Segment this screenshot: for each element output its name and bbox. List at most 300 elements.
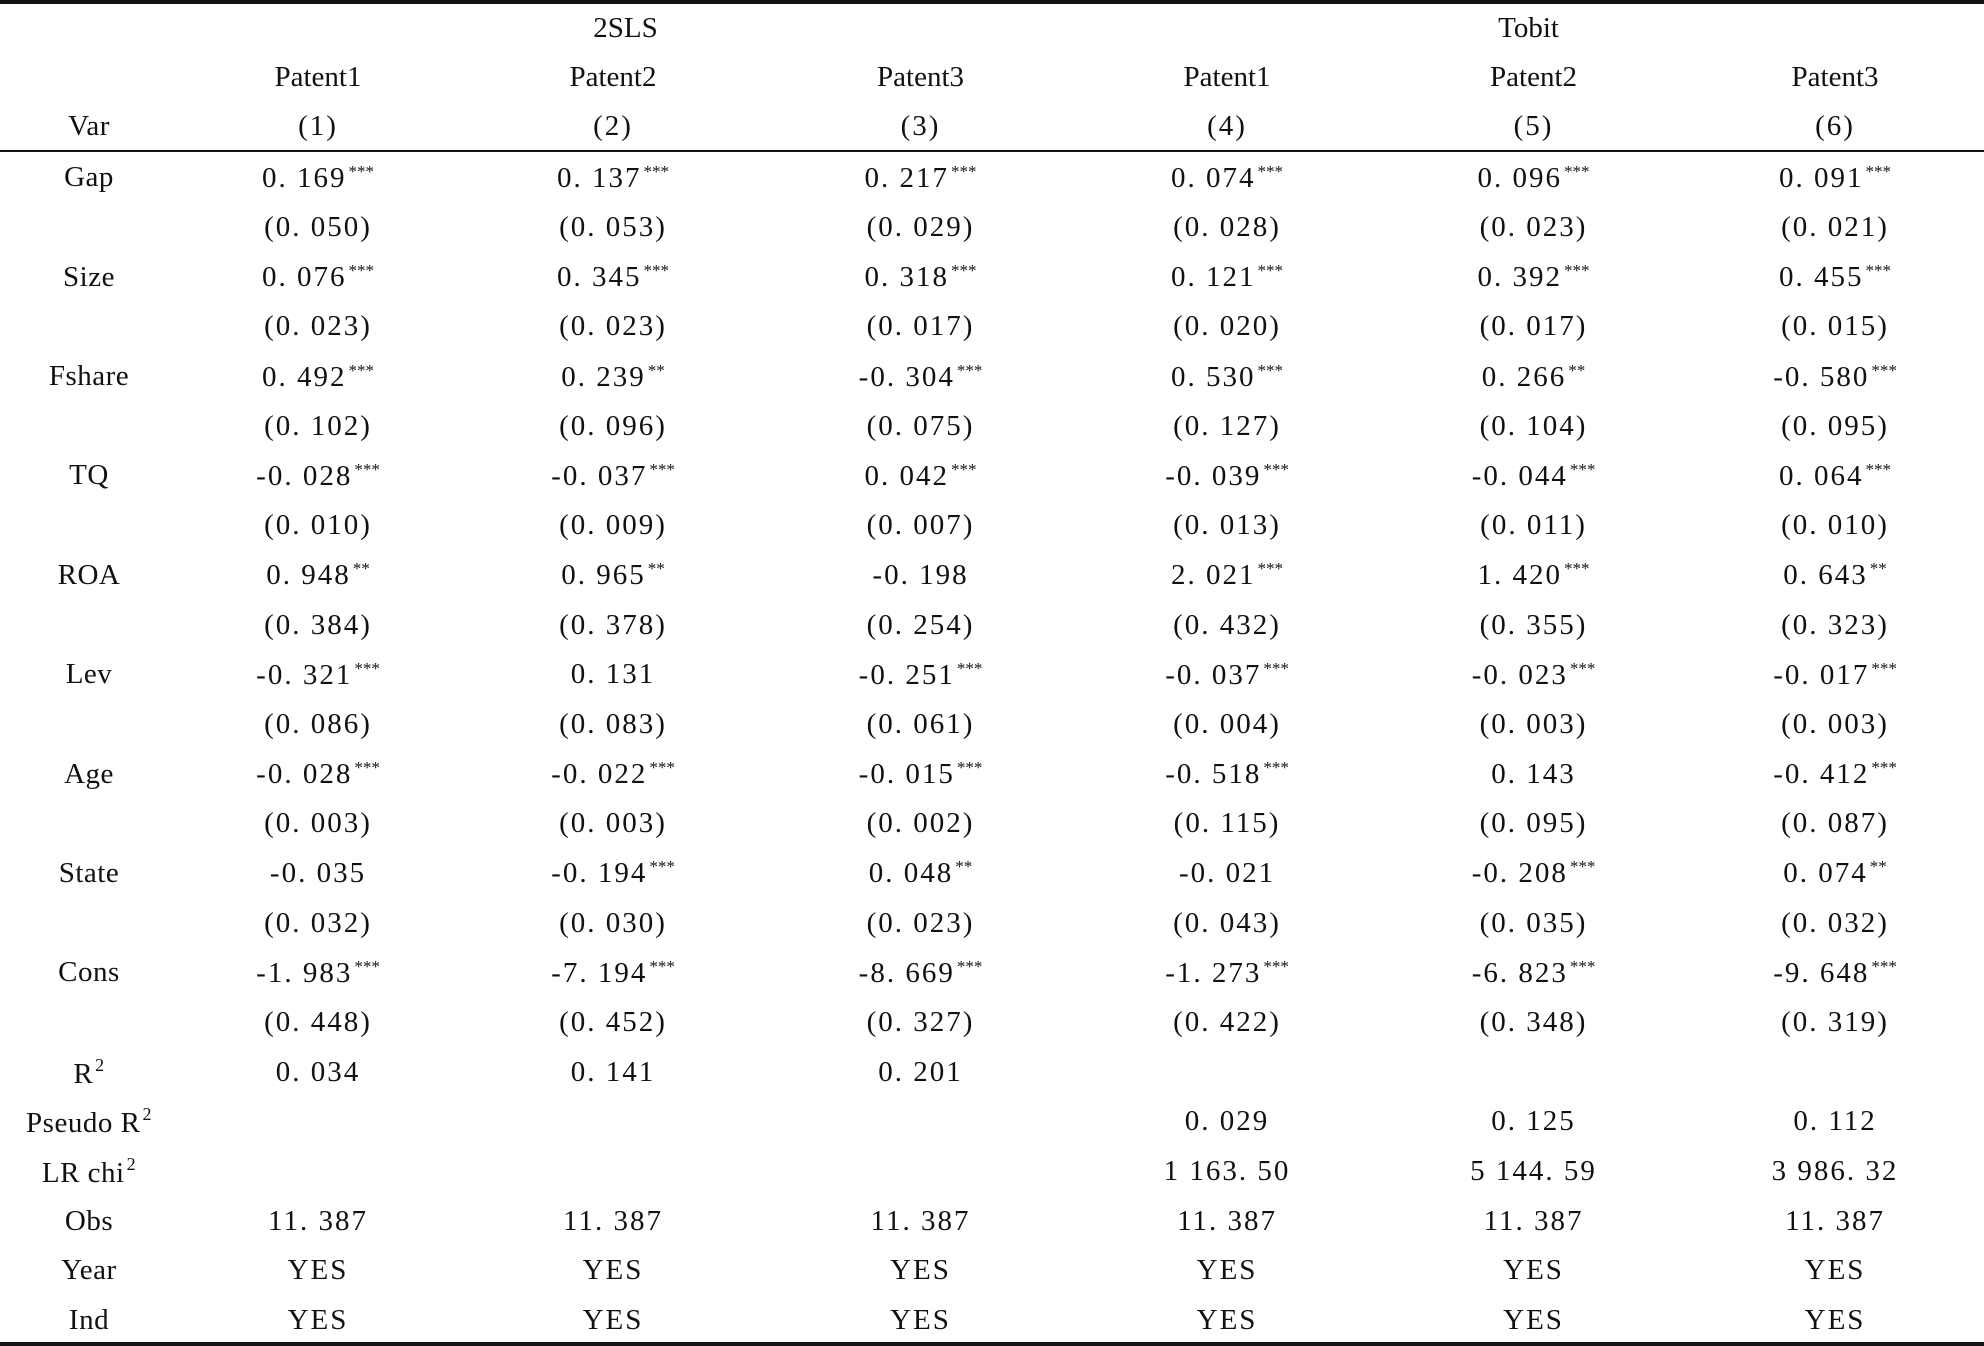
std-error-cell: (0. 104) — [1479, 409, 1588, 442]
stat-value: YES — [890, 1254, 951, 1287]
coef-value: -0. 198 — [872, 558, 969, 591]
std-error-cell: (0. 010) — [264, 509, 372, 542]
stat-label-text: Ind — [68, 1304, 110, 1337]
stat-label-text: LR chi — [41, 1157, 125, 1190]
coef-value: 0. 266 — [1481, 360, 1567, 393]
var-name: Size — [63, 260, 115, 293]
significance-stars: ** — [352, 559, 370, 579]
coef-cell — [1381, 451, 1686, 501]
group-header-2sls: 2SLS — [593, 12, 658, 44]
std-error-cell: (0. 102) — [264, 409, 372, 442]
coef-value: -0. 017 — [1773, 658, 1870, 691]
significance-stars: *** — [649, 758, 675, 778]
coef-value: -0. 037 — [1165, 658, 1262, 691]
significance-stars: *** — [354, 459, 380, 479]
coef-cell — [1381, 551, 1686, 601]
stat-value — [768, 1097, 1073, 1147]
coef-cell — [458, 551, 768, 601]
var-name: ROA — [57, 558, 121, 591]
stat-value: 0. 141 — [570, 1055, 656, 1088]
blank-cell — [0, 501, 178, 551]
var-name: TQ — [69, 459, 109, 492]
significance-stars: *** — [1569, 956, 1596, 976]
significance-stars: *** — [1871, 658, 1897, 678]
coef-cell — [178, 849, 458, 899]
significance-stars: *** — [1257, 559, 1284, 579]
coef-value: -0. 028 — [256, 459, 353, 492]
coef-cell — [458, 252, 768, 302]
coef-cell — [458, 451, 768, 501]
coef-value: 0. 143 — [1491, 757, 1576, 790]
stat-value — [1381, 1047, 1686, 1097]
stat-value: 11. 387 — [1785, 1204, 1885, 1237]
coef-value: 0. 217 — [864, 161, 950, 194]
stat-value — [1073, 1047, 1381, 1097]
stat-value: YES — [1503, 1304, 1564, 1337]
coef-cell — [178, 551, 458, 601]
stat-value: YES — [287, 1304, 349, 1337]
stat-value — [458, 1147, 768, 1197]
significance-stars: *** — [1263, 956, 1289, 976]
coef-cell — [1381, 252, 1686, 302]
std-error-cell: (0. 355) — [1479, 608, 1588, 641]
significance-stars: *** — [649, 857, 675, 877]
significance-stars: *** — [643, 261, 669, 281]
dep-var-header: Patent2 — [1490, 61, 1578, 93]
coef-value: 0. 091 — [1779, 161, 1864, 194]
std-error-cell: (0. 023) — [559, 310, 667, 343]
std-error-cell: (0. 023) — [264, 310, 372, 343]
std-error-cell: (0. 011) — [1480, 509, 1587, 542]
std-error-cell: (0. 028) — [1173, 211, 1281, 244]
coef-cell — [458, 948, 768, 998]
std-error-cell: (0. 023) — [1479, 211, 1588, 244]
coef-cell — [178, 153, 458, 203]
se-row — [0, 302, 1984, 352]
significance-stars: *** — [951, 261, 977, 281]
se-row — [0, 898, 1984, 948]
dep-var-header: Patent3 — [1791, 61, 1879, 93]
stat-value: YES — [890, 1304, 951, 1337]
std-error-cell: (0. 087) — [1781, 807, 1889, 840]
stat-value: 0. 125 — [1491, 1105, 1576, 1138]
coef-value: 0. 965 — [561, 559, 646, 592]
std-error-cell: (0. 043) — [1173, 906, 1281, 939]
coef-cell — [1381, 948, 1686, 998]
stat-value: 0. 029 — [1184, 1105, 1270, 1138]
stat-value: YES — [582, 1304, 644, 1337]
coef-row — [0, 650, 1984, 700]
coef-cell — [1381, 352, 1686, 402]
coef-cell — [1381, 849, 1686, 899]
std-error-cell: (0. 095) — [1479, 807, 1588, 840]
std-error-cell: (0. 115) — [1173, 807, 1281, 840]
coef-value: 0. 131 — [570, 658, 656, 691]
std-error-cell: (0. 083) — [559, 707, 667, 740]
coef-cell — [458, 352, 768, 402]
std-error-cell: (0. 448) — [264, 1006, 372, 1039]
coef-cell — [768, 948, 1073, 998]
coef-value: -0. 208 — [1471, 857, 1568, 890]
coef-cell — [1686, 252, 1984, 302]
stat-row — [0, 1097, 1984, 1147]
coef-cell — [1686, 849, 1984, 899]
stat-row — [0, 1047, 1984, 1097]
stat-label — [0, 1246, 178, 1296]
std-error-cell: (0. 061) — [866, 707, 975, 740]
significance-stars: *** — [348, 161, 374, 181]
std-error-cell: (0. 127) — [1173, 409, 1281, 442]
coef-value: -0. 039 — [1165, 459, 1262, 492]
significance-stars: *** — [956, 360, 983, 380]
results-table — [0, 4, 1984, 1346]
coef-cell — [1686, 451, 1984, 501]
significance-stars: *** — [354, 658, 380, 678]
coef-cell — [1686, 352, 1984, 402]
coef-cell — [1381, 650, 1686, 700]
stat-value: YES — [1196, 1254, 1258, 1287]
coef-value: -0. 035 — [269, 856, 367, 889]
coef-cell — [1073, 451, 1381, 501]
significance-stars: *** — [1865, 261, 1892, 281]
column-number: (6) — [1815, 110, 1855, 142]
std-error-cell: (0. 096) — [559, 409, 667, 442]
coef-row — [0, 749, 1984, 799]
dep-var-header-row — [0, 53, 1984, 102]
column-number-row — [0, 102, 1984, 151]
coef-value: -0. 251 — [858, 658, 955, 691]
coef-row — [0, 551, 1984, 601]
std-error-cell: (0. 348) — [1479, 1006, 1588, 1039]
coef-value: 0. 239 — [561, 360, 646, 393]
std-error-cell: (0. 378) — [559, 608, 667, 641]
coef-cell — [768, 252, 1073, 302]
coef-value: 0. 392 — [1477, 261, 1563, 294]
coef-value: -0. 015 — [858, 758, 955, 791]
coef-cell — [458, 650, 768, 700]
stat-value: YES — [1196, 1304, 1258, 1337]
coef-value: 0. 074 — [1171, 161, 1256, 194]
std-error-cell: (0. 319) — [1781, 1006, 1889, 1039]
std-error-cell: (0. 020) — [1173, 310, 1281, 343]
coef-value: 0. 530 — [1171, 360, 1256, 393]
significance-stars: *** — [1263, 658, 1289, 678]
stat-label — [0, 1097, 178, 1147]
std-error-cell: (0. 003) — [1479, 707, 1588, 740]
coef-cell — [768, 551, 1073, 601]
group-header-row — [0, 4, 1984, 53]
coef-value: -0. 022 — [551, 758, 648, 791]
std-error-cell: (0. 021) — [1781, 211, 1889, 244]
stat-row — [0, 1147, 1984, 1197]
stat-value: YES — [582, 1254, 644, 1287]
se-row — [0, 998, 1984, 1048]
std-error-cell: (0. 032) — [1781, 906, 1889, 939]
significance-stars: ** — [647, 559, 665, 579]
coef-value: 0. 121 — [1171, 261, 1256, 294]
dep-var-header: Patent3 — [877, 61, 965, 93]
stat-value — [178, 1097, 458, 1147]
std-error-cell: (0. 053) — [559, 211, 667, 244]
significance-stars: *** — [1257, 360, 1284, 380]
significance-stars: *** — [956, 956, 983, 976]
coef-row — [0, 252, 1984, 302]
significance-stars: *** — [1263, 758, 1289, 778]
blank-cell — [0, 302, 178, 352]
std-error-cell: (0. 007) — [866, 509, 975, 542]
std-error-cell: (0. 323) — [1781, 608, 1889, 641]
significance-stars: *** — [1564, 161, 1590, 181]
significance-stars: ** — [1568, 360, 1586, 380]
significance-stars: *** — [956, 758, 983, 778]
coef-value: 0. 042 — [864, 459, 950, 492]
std-error-cell: (0. 075) — [866, 409, 975, 442]
significance-stars: *** — [1865, 459, 1892, 479]
coef-cell — [1073, 153, 1381, 203]
coef-value: -0. 518 — [1165, 758, 1262, 791]
coef-value: -0. 304 — [858, 360, 955, 393]
coef-cell — [1073, 749, 1381, 799]
coef-cell — [1381, 749, 1686, 799]
group-header-tobit: Tobit — [1498, 12, 1559, 44]
stat-label — [0, 1047, 178, 1097]
coef-value: 0. 948 — [266, 559, 351, 592]
coef-value: -6. 823 — [1471, 956, 1568, 989]
stat-value: YES — [1804, 1254, 1866, 1287]
dep-var-header: Patent2 — [569, 61, 657, 93]
coef-cell — [458, 849, 768, 899]
stat-row — [0, 1196, 1984, 1246]
coef-value: -0. 028 — [256, 758, 353, 791]
coef-row — [0, 352, 1984, 402]
se-row — [0, 799, 1984, 849]
stat-label — [0, 1296, 178, 1346]
coef-cell — [1686, 650, 1984, 700]
std-error-cell: (0. 095) — [1781, 409, 1889, 442]
blank-cell — [0, 799, 178, 849]
significance-stars: ** — [1869, 857, 1887, 877]
superscript: 2 — [126, 1154, 137, 1175]
significance-stars: ** — [1869, 559, 1887, 579]
std-error-cell: (0. 422) — [1173, 1006, 1281, 1039]
coef-row — [0, 849, 1984, 899]
var-name: State — [58, 856, 120, 889]
stat-value: 11. 387 — [1483, 1204, 1584, 1237]
significance-stars: *** — [354, 956, 380, 976]
std-error-cell: (0. 003) — [559, 807, 667, 840]
coef-cell — [1073, 551, 1381, 601]
stat-value: YES — [1503, 1254, 1564, 1287]
coef-value: 1. 420 — [1477, 559, 1563, 592]
significance-stars: *** — [354, 758, 380, 778]
stat-value: 5 144. 59 — [1470, 1155, 1597, 1188]
coef-value: -1. 273 — [1165, 956, 1262, 989]
coef-cell — [768, 650, 1073, 700]
coef-cell — [1686, 749, 1984, 799]
significance-stars: *** — [1257, 161, 1284, 181]
se-row — [0, 600, 1984, 650]
dep-var-header: Patent1 — [1183, 61, 1271, 93]
coef-cell — [178, 749, 458, 799]
stat-value: 0. 201 — [878, 1055, 963, 1088]
coef-value: 0. 345 — [557, 261, 642, 294]
coef-cell — [178, 252, 458, 302]
stat-label — [0, 1196, 178, 1246]
var-name: Lev — [65, 658, 113, 691]
coef-cell — [178, 352, 458, 402]
stat-label-text: R — [73, 1057, 94, 1090]
stat-value: 0. 112 — [1793, 1105, 1877, 1138]
coef-cell — [1381, 153, 1686, 203]
coef-value: -1. 983 — [256, 956, 353, 989]
var-name: Cons — [58, 956, 120, 989]
significance-stars: *** — [951, 161, 977, 181]
significance-stars: *** — [1569, 857, 1596, 877]
blank-cell — [0, 998, 178, 1048]
coef-value: 0. 064 — [1779, 459, 1864, 492]
significance-stars: *** — [1569, 658, 1596, 678]
stat-label-text: Obs — [64, 1204, 114, 1237]
var-name: Fshare — [48, 360, 130, 393]
coef-row — [0, 451, 1984, 501]
stat-row — [0, 1246, 1984, 1296]
significance-stars: *** — [951, 459, 977, 479]
coef-cell — [1686, 551, 1984, 601]
significance-stars: *** — [1871, 956, 1897, 976]
coef-cell — [1073, 849, 1381, 899]
stat-value — [178, 1147, 458, 1197]
significance-stars: ** — [647, 360, 665, 380]
stat-value — [458, 1097, 768, 1147]
coef-value: 0. 492 — [262, 360, 347, 393]
stat-label-text: Year — [61, 1254, 117, 1287]
coef-value: 0. 048 — [868, 857, 954, 890]
coef-cell — [458, 153, 768, 203]
coef-value: -0. 021 — [1178, 856, 1276, 889]
superscript: 2 — [142, 1104, 152, 1125]
std-error-cell: (0. 017) — [866, 310, 975, 343]
coef-cell — [1073, 252, 1381, 302]
coef-value: -0. 412 — [1773, 758, 1870, 791]
std-error-cell: (0. 003) — [1781, 707, 1889, 740]
stat-value: 11. 387 — [1177, 1204, 1277, 1237]
stat-row — [0, 1296, 1984, 1346]
dep-var-header: Patent1 — [274, 61, 362, 93]
column-number: (3) — [900, 110, 941, 142]
std-error-cell: (0. 384) — [264, 608, 372, 641]
std-error-cell: (0. 023) — [866, 906, 975, 939]
stat-value: YES — [1804, 1304, 1866, 1337]
coef-value: 0. 096 — [1477, 161, 1563, 194]
se-row — [0, 501, 1984, 551]
column-number: (1) — [298, 110, 338, 142]
blank-cell — [0, 401, 178, 451]
significance-stars: *** — [956, 658, 983, 678]
coef-value: -0. 037 — [551, 459, 648, 492]
se-row — [0, 700, 1984, 750]
std-error-cell: (0. 030) — [559, 906, 667, 939]
std-error-cell: (0. 009) — [559, 509, 667, 542]
coef-cell — [768, 451, 1073, 501]
std-error-cell: (0. 254) — [866, 608, 975, 641]
significance-stars: *** — [649, 459, 675, 479]
coef-cell — [1686, 153, 1984, 203]
coef-value: -0. 023 — [1471, 658, 1568, 691]
std-error-cell: (0. 086) — [264, 707, 372, 740]
stat-value: 1 163. 50 — [1163, 1155, 1291, 1188]
coef-value: 0. 074 — [1783, 857, 1868, 890]
significance-stars: *** — [1564, 559, 1590, 579]
std-error-cell: (0. 452) — [559, 1006, 667, 1039]
coef-value: 0. 076 — [262, 261, 347, 294]
coef-value: -0. 580 — [1773, 360, 1870, 393]
coef-value: -8. 669 — [858, 956, 955, 989]
coef-value: -7. 194 — [551, 956, 648, 989]
coef-row — [0, 153, 1984, 203]
stat-value: 0. 034 — [275, 1055, 361, 1088]
coef-cell — [178, 948, 458, 998]
coef-cell — [1073, 948, 1381, 998]
stat-label — [0, 1147, 178, 1197]
coef-value: -0. 321 — [256, 658, 353, 691]
std-error-cell: (0. 050) — [264, 211, 372, 244]
column-number: (5) — [1513, 110, 1554, 142]
coef-value: 0. 318 — [864, 261, 950, 294]
var-name: Gap — [64, 161, 114, 194]
std-error-cell: (0. 015) — [1781, 310, 1889, 343]
se-row — [0, 401, 1984, 451]
coef-cell — [1073, 352, 1381, 402]
stat-value — [768, 1147, 1073, 1197]
blank-cell — [0, 600, 178, 650]
stat-value: 11. 387 — [268, 1204, 368, 1237]
stat-value: 3 986. 32 — [1771, 1155, 1899, 1188]
significance-stars: *** — [348, 360, 374, 380]
blank-cell — [0, 898, 178, 948]
coef-value: -0. 194 — [551, 857, 648, 890]
coef-value: 2. 021 — [1171, 559, 1256, 592]
std-error-cell: (0. 013) — [1173, 509, 1281, 542]
std-error-cell: (0. 327) — [866, 1006, 975, 1039]
std-error-cell: (0. 004) — [1173, 707, 1281, 740]
column-number: (4) — [1207, 110, 1247, 142]
coef-value: 0. 169 — [262, 161, 347, 194]
std-error-cell: (0. 432) — [1173, 608, 1281, 641]
header-blank-cell — [0, 4, 178, 53]
significance-stars: *** — [1263, 459, 1289, 479]
std-error-cell: (0. 002) — [866, 807, 975, 840]
column-number: (2) — [593, 110, 633, 142]
std-error-cell: (0. 010) — [1781, 509, 1889, 542]
stat-value: YES — [287, 1254, 349, 1287]
superscript: 2 — [95, 1054, 105, 1075]
stat-label-text: Pseudo R — [26, 1107, 141, 1140]
blank-cell — [0, 700, 178, 750]
coef-cell — [178, 451, 458, 501]
std-error-cell: (0. 003) — [264, 807, 372, 840]
coef-value: 0. 643 — [1783, 559, 1868, 592]
significance-stars: *** — [1569, 459, 1596, 479]
coef-cell — [768, 749, 1073, 799]
coef-cell — [1073, 650, 1381, 700]
significance-stars: *** — [1871, 758, 1897, 778]
coef-cell — [768, 849, 1073, 899]
stat-value — [1686, 1047, 1984, 1097]
coef-row — [0, 948, 1984, 998]
header-blank-cell — [0, 53, 178, 102]
coef-cell — [178, 650, 458, 700]
coef-cell — [768, 352, 1073, 402]
